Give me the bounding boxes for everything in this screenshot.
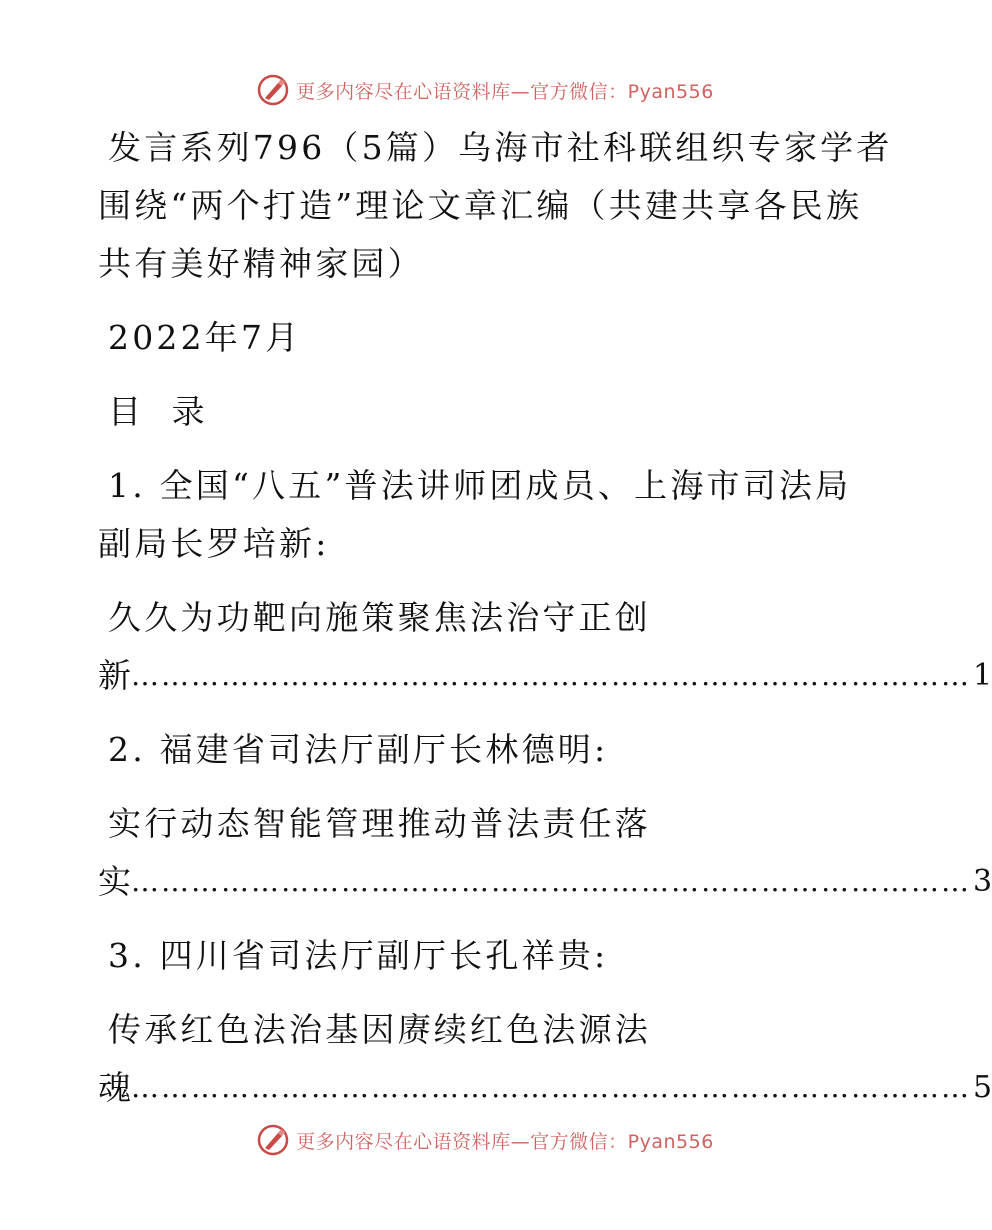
toc-item-1-speaker-line-1: 1. 全国“八五”普法讲师团成员、上海市司法局 — [108, 466, 852, 505]
toc-item-2-title[interactable]: 实行动态智能管理推动普法责任落 — [108, 804, 651, 843]
pen-logo-icon — [256, 1123, 290, 1157]
toc-item-2-leader-row[interactable] — [98, 862, 992, 902]
doc-title-line-3: 共有美好精神家园） — [98, 244, 424, 283]
doc-date: 2022年7月 — [108, 318, 302, 357]
toc-item-2-page-number: 3 — [973, 864, 992, 899]
doc-title-line-2: 围绕“两个打造”理论文章汇编（共建共享各民族 — [98, 186, 863, 225]
toc-leader-dots: ………………………………………………………………………… — [131, 1071, 971, 1104]
toc-item-1-speaker-line-2: 副局长罗培新: — [98, 524, 330, 563]
watermark-text: 更多内容尽在心语资料库—官方微信：Pyan556 — [296, 1130, 714, 1153]
toc-item-3-speaker: 3. 四川省司法厅副厅长孔祥贵: — [108, 936, 609, 975]
toc-item-1-title[interactable]: 久久为功靶向施策聚焦法治守正创 — [108, 598, 651, 637]
toc-item-3-last-char: 魂 — [98, 1068, 131, 1107]
watermark-text: 更多内容尽在心语资料库—官方微信：Pyan556 — [296, 80, 714, 103]
toc-item-3-page-number: 5 — [973, 1070, 992, 1105]
toc-item-3-leader-row[interactable] — [98, 1068, 992, 1108]
toc-item-1-last-char: 新 — [98, 656, 131, 695]
toc-item-1-leader-row[interactable] — [98, 656, 992, 696]
toc-item-1-page-number: 1 — [973, 658, 992, 693]
toc-item-2-speaker: 2. 福建省司法厅副厅长林德明: — [108, 730, 609, 769]
toc-item-2-last-char: 实 — [98, 862, 131, 901]
top-watermark-banner — [0, 70, 950, 110]
doc-title-line-1: 发言系列796（5篇）乌海市社科联组织专家学者 — [108, 128, 893, 167]
toc-leader-dots: ………………………………………………………………………… — [131, 865, 971, 898]
toc-leader-dots: ………………………………………………………………………… — [131, 659, 971, 692]
bottom-watermark-banner — [0, 1120, 950, 1160]
pen-logo-icon — [256, 73, 290, 107]
toc-item-3-title[interactable]: 传承红色法治基因赓续红色法源法 — [108, 1010, 651, 1049]
toc-heading: 目 录 — [108, 392, 208, 431]
